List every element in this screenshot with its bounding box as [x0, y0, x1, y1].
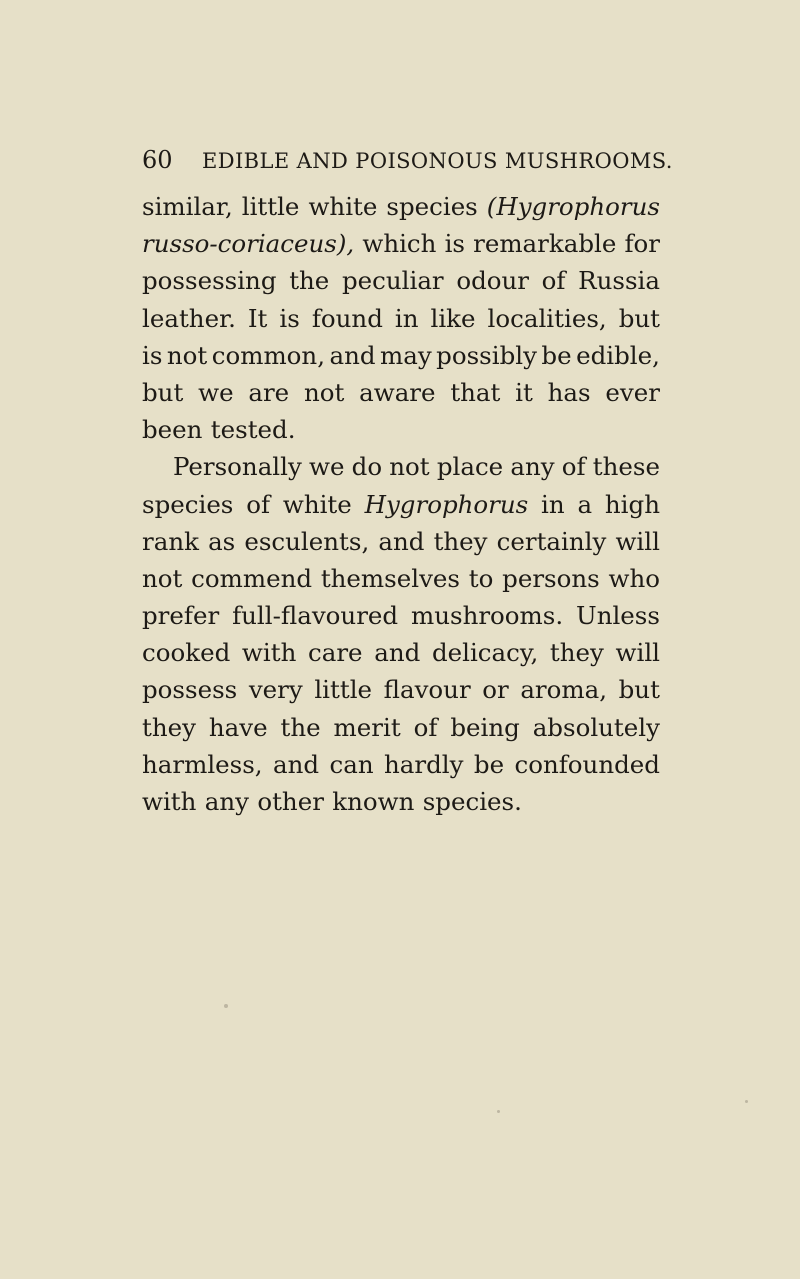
- word: the: [280, 712, 321, 742]
- word: for: [624, 229, 660, 259]
- word: has: [547, 377, 591, 407]
- word: Russia: [578, 266, 660, 296]
- text-line: [142, 337, 660, 374]
- word: little: [241, 192, 300, 221]
- text-line: [142, 411, 660, 448]
- word: remarkable: [473, 229, 617, 259]
- word: merit: [333, 712, 401, 742]
- italic-word: russo-coriaceus),: [142, 229, 355, 259]
- text-line: [142, 634, 660, 671]
- word: do: [351, 452, 383, 482]
- word: not: [303, 377, 345, 407]
- text-line: [142, 374, 660, 411]
- text-line: [142, 262, 660, 299]
- word: possess: [142, 675, 238, 705]
- word: with: [142, 787, 197, 816]
- word: common,: [211, 340, 325, 370]
- word: with: [241, 638, 297, 668]
- word: any: [204, 787, 249, 816]
- word: can: [329, 749, 374, 779]
- word: and: [273, 749, 320, 779]
- text-line: [142, 523, 660, 560]
- text-line: [142, 560, 660, 597]
- text-line: [142, 671, 660, 708]
- word: which: [362, 229, 437, 259]
- word: being: [450, 712, 520, 742]
- word: the: [289, 266, 330, 296]
- word: persons: [502, 563, 600, 593]
- paper-speck: [745, 1100, 748, 1103]
- word: possessing: [142, 266, 277, 296]
- word: any: [510, 452, 555, 482]
- text-line: [142, 225, 660, 262]
- word: Personally: [173, 452, 302, 482]
- word: flavour: [383, 675, 471, 705]
- word: they: [142, 712, 196, 742]
- word: Unless: [576, 601, 660, 631]
- word: edible,: [576, 340, 660, 370]
- word: hardly: [384, 749, 464, 779]
- word: white: [308, 192, 378, 221]
- word: peculiar: [341, 266, 444, 296]
- word: commend: [191, 563, 313, 593]
- word: and: [329, 340, 376, 370]
- word: cooked: [142, 638, 231, 668]
- word: of: [541, 266, 566, 296]
- paper-speck: [224, 1004, 228, 1008]
- page-number: 60: [142, 146, 173, 174]
- word: high: [604, 489, 660, 519]
- word: a: [577, 489, 593, 519]
- word: leather.: [142, 303, 236, 333]
- word: these: [592, 452, 660, 482]
- word: in: [541, 489, 565, 519]
- word: species: [386, 192, 478, 221]
- word: It: [247, 303, 268, 333]
- word: as: [208, 526, 236, 556]
- word: aroma,: [520, 675, 608, 705]
- word: mushrooms.: [410, 601, 564, 631]
- word: known: [332, 787, 415, 816]
- word: will: [615, 526, 660, 556]
- word: ever: [605, 377, 660, 407]
- word: or: [482, 675, 509, 705]
- word: harmless,: [142, 749, 263, 779]
- word: absolutely: [532, 712, 660, 742]
- word: is: [444, 229, 465, 259]
- word: delicacy,: [431, 638, 539, 668]
- word: possibly: [436, 340, 537, 370]
- word: care: [308, 638, 363, 668]
- word: that: [450, 377, 501, 407]
- text-line: [142, 597, 660, 634]
- word: place: [436, 452, 504, 482]
- word: not: [389, 452, 430, 482]
- word: been: [142, 415, 203, 445]
- word: confounded: [514, 749, 660, 779]
- word: certainly: [496, 526, 607, 556]
- word: like: [430, 303, 476, 333]
- word: in: [394, 303, 419, 333]
- running-head: [142, 143, 673, 177]
- word: localities,: [487, 303, 607, 333]
- word: species: [142, 489, 234, 519]
- word: esculents,: [244, 526, 370, 556]
- body-text: [142, 188, 660, 820]
- word: have: [208, 712, 268, 742]
- word: they: [549, 638, 604, 668]
- text-line: [142, 448, 660, 485]
- word: but: [142, 377, 184, 407]
- word: full-flavoured: [232, 601, 399, 631]
- text-line: [142, 486, 660, 523]
- word: white: [282, 489, 352, 519]
- text-line: [142, 709, 660, 746]
- word: who: [608, 563, 660, 593]
- word: will: [615, 638, 660, 668]
- word: found: [311, 303, 383, 333]
- word: be: [541, 340, 572, 370]
- word: not: [166, 340, 208, 370]
- word: be: [473, 749, 505, 779]
- word: is: [142, 340, 163, 370]
- word: we: [198, 377, 234, 407]
- word: it: [515, 377, 533, 407]
- text-line: [142, 188, 660, 225]
- word: other: [257, 787, 324, 816]
- running-title: EDIBLE AND POISONOUS MUSHROOMS.: [202, 149, 673, 173]
- text-line: [142, 783, 660, 820]
- word: but: [618, 675, 660, 705]
- word: similar,: [142, 192, 233, 221]
- text-line: [142, 746, 660, 783]
- italic-word: Hygrophorus: [364, 489, 529, 519]
- word: they: [433, 526, 488, 556]
- word: may: [380, 340, 432, 370]
- word: tested.: [210, 415, 296, 445]
- word: are: [248, 377, 290, 407]
- word: to: [468, 563, 494, 593]
- word: of: [561, 452, 586, 482]
- word: we: [309, 452, 345, 482]
- word: and: [374, 638, 421, 668]
- word: aware: [359, 377, 436, 407]
- word: rank: [142, 526, 199, 556]
- word: is: [279, 303, 300, 333]
- word: not: [142, 563, 183, 593]
- paper-speck: [497, 1110, 500, 1113]
- word: of: [413, 712, 438, 742]
- word: prefer: [142, 601, 220, 631]
- word: but: [618, 303, 660, 333]
- italic-word: (Hygrophorus: [486, 192, 660, 221]
- word: themselves: [320, 563, 460, 593]
- word: little: [314, 675, 373, 705]
- word: very: [248, 675, 303, 705]
- word: and: [378, 526, 425, 556]
- word: odour: [456, 266, 529, 296]
- word: of: [246, 489, 271, 519]
- word: species.: [422, 787, 522, 816]
- text-line: [142, 300, 660, 337]
